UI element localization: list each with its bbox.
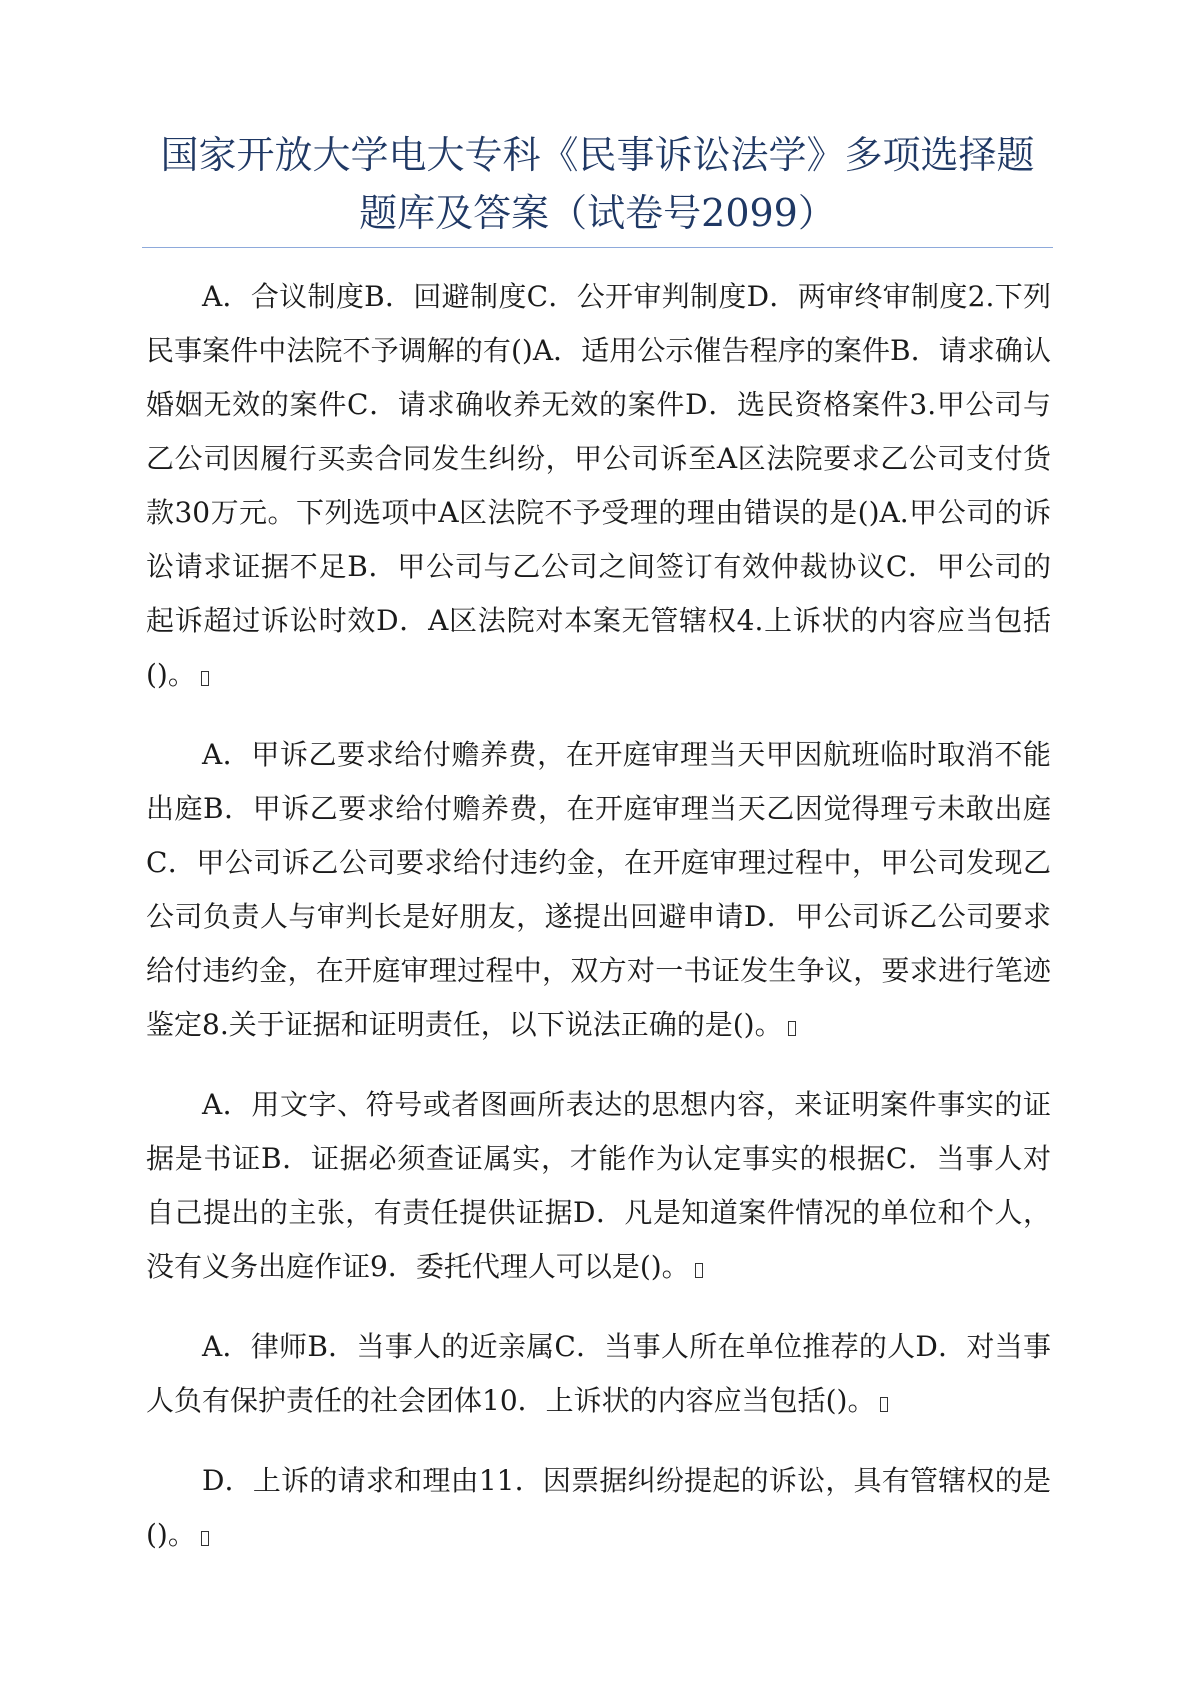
document-body bbox=[146, 270, 1051, 1588]
paragraph-2 bbox=[146, 728, 1051, 1052]
paragraph-end-mark-icon bbox=[880, 1397, 888, 1412]
paragraph-3-text: A．用文字、符号或者图画所表达的思想内容，来证明案件事实的证据是书证B．证据必须查证属实，才能作为认定事实的根据C．当事人对自己提出的主张，有责任提供证据D．凡是知道案件情况的单位和个人，没有义务出庭作证9．委托代理人可以是()。 bbox=[146, 1088, 1051, 1283]
paragraph-4 bbox=[146, 1320, 1051, 1428]
paragraph-1-text: A．合议制度B．回避制度C．公开审判制度D．两审终审制度2.下列民事案件中法院不予调解的有()A．适用公示催告程序的案件B．请求确认婚姻无效的案件C．请求确收养无效的案件D．选民资格案件3.甲公司与乙公司因履行买卖合同发生纠纷，甲公司诉至A区法院要求乙公司支付货款30万元。下列选项中A区法院不予受理的理由错误的是()A.甲公司的诉讼请求证据不足B．甲公司与乙公司之间签订有效仲裁协议C．甲公司的起诉超过诉讼时效D．A区法院对本案无管辖权4.上诉状的内容应当包括()。 bbox=[146, 280, 1051, 691]
paragraph-end-mark-icon bbox=[201, 1531, 209, 1546]
paragraph-3 bbox=[146, 1078, 1051, 1294]
paragraph-end-mark-icon bbox=[788, 1021, 796, 1036]
paragraph-5-text: D．上诉的请求和理由11．因票据纠纷提起的诉讼，具有管辖权的是()。 bbox=[146, 1464, 1051, 1551]
paragraph-2-text: A．甲诉乙要求给付赡养费，在开庭审理当天甲因航班临时取消不能出庭B．甲诉乙要求给付赡养费，在开庭审理当天乙因觉得理亏未敢出庭C．甲公司诉乙公司要求给付违约金，在开庭审理过程中，甲公司发现乙公司负责人与审判长是好朋友，遂提出回避申请D．甲公司诉乙公司要求给付违约金，在开庭审理过程中，双方对一书证发生争议，要求进行笔迹鉴定8.关于证据和证明责任，以下说法正确的是()。 bbox=[146, 738, 1051, 1041]
paragraph-end-mark-icon bbox=[201, 671, 209, 686]
title-divider bbox=[142, 247, 1053, 248]
paragraph-4-text: A．律师B．当事人的近亲属C．当事人所在单位推荐的人D．对当事人负有保护责任的社会团体10．上诉状的内容应当包括()。 bbox=[146, 1330, 1051, 1417]
paragraph-5 bbox=[146, 1454, 1051, 1562]
paragraph-1 bbox=[146, 270, 1051, 702]
document-title: 国家开放大学电大专科《民事诉讼法学》多项选择题题库及答案（试卷号2099） bbox=[160, 133, 1035, 235]
paragraph-end-mark-icon bbox=[695, 1263, 703, 1278]
